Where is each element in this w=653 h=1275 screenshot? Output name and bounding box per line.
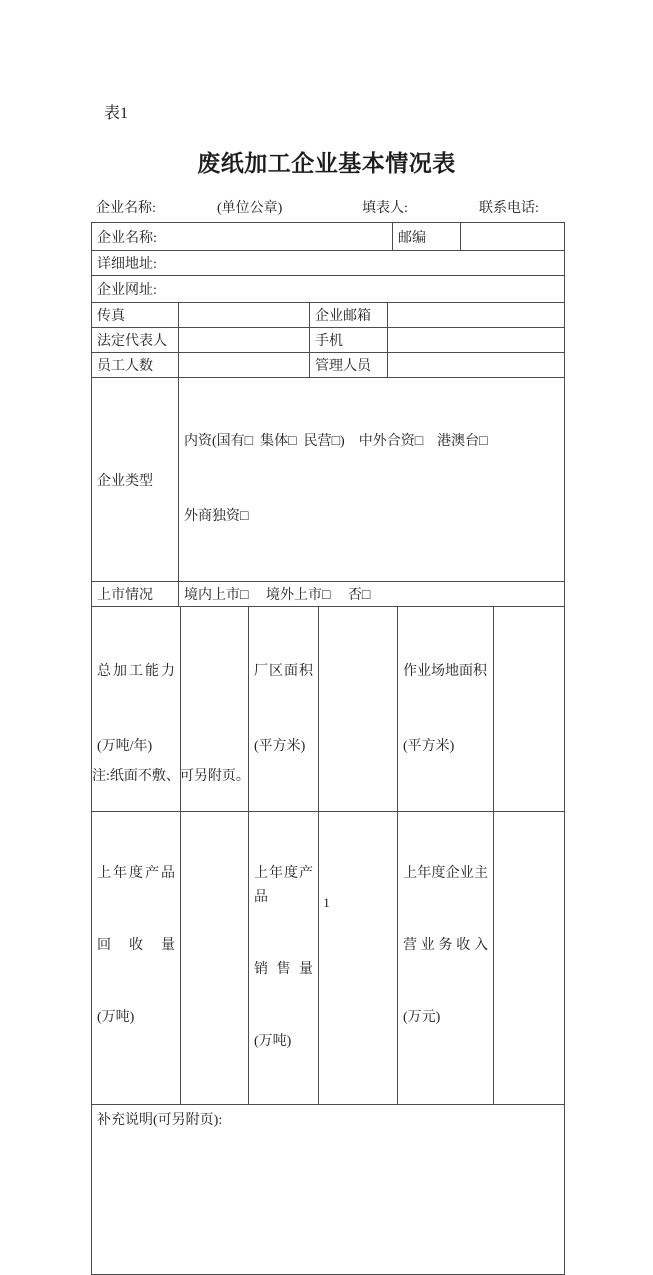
table-row [92, 811, 564, 1104]
table-row [92, 1104, 564, 1274]
address-cell: 详细地址: [97, 257, 157, 272]
site-area-label [397, 607, 493, 811]
enterprise-type-options [178, 378, 564, 581]
recovery-volume-line1: 上年度产品 [97, 866, 175, 881]
table-row [92, 223, 564, 250]
table-row [92, 581, 564, 606]
legal-rep-label: 法定代表人 [97, 334, 167, 349]
footnote: 注:纸面不敷、可另附页。 [92, 769, 250, 784]
listing-status-options: 境内上市□ 境外上市□ 否□ [178, 582, 564, 606]
revenue-input-cell [493, 812, 564, 1104]
factory-area-line2: (平方米) [254, 739, 306, 754]
recovery-volume-label [92, 812, 180, 1104]
site-area-line1: 作业场地面积 [403, 664, 487, 679]
company-name-label: 企业名称: [96, 201, 156, 216]
enterprise-type-options-line1: 内资(国有□ 集体□ 民营□) 中外合资□ 港澳台□ [184, 434, 488, 449]
table-row [92, 250, 564, 275]
sales-volume-line3: (万吨) [254, 1034, 292, 1049]
sales-volume-input-cell [318, 812, 397, 1104]
factory-area-line1: 厂区面积 [254, 664, 313, 679]
page-number: 1 [323, 895, 330, 910]
recovery-volume-line2: 回收量 [97, 938, 175, 953]
form-filler-label: 填表人: [362, 201, 408, 216]
sales-volume-line2: 销售量 [254, 962, 313, 977]
processing-capacity-line1: 总加工能力 [97, 664, 175, 679]
fax-label: 传真 [97, 309, 125, 324]
revenue-line2: 营业务收入 [403, 938, 488, 953]
sales-volume-line1: 上年度产品 [254, 866, 313, 905]
postcode-label: 邮编 [392, 223, 460, 250]
enterprise-type-options-line2: 外商独资□ [184, 509, 249, 524]
email-input-cell [387, 303, 564, 327]
managers-input-cell [387, 353, 564, 377]
postcode-input-cell [460, 223, 564, 250]
listing-status-label: 上市情况 [97, 588, 153, 603]
fax-input-cell [178, 303, 309, 327]
contact-phone-label: 联系电话: [479, 201, 539, 216]
table-row [92, 377, 564, 581]
enterprise-type-label: 企业类型 [97, 473, 153, 489]
revenue-label [397, 812, 493, 1104]
sales-volume-label [248, 812, 318, 1104]
revenue-line3: (万元) [403, 1010, 441, 1025]
mobile-label: 手机 [309, 328, 387, 352]
staff-count-input-cell [178, 353, 309, 377]
enterprise-info-table [91, 222, 565, 1275]
factory-area-label [248, 607, 318, 811]
supplement-cell: 补充说明(可另附页): [97, 1113, 223, 1128]
table-row [92, 302, 564, 327]
company-name-cell: 企业名称: [97, 230, 157, 246]
factory-area-input-cell [318, 607, 397, 811]
recovery-volume-line3: (万吨) [97, 1010, 135, 1025]
unit-seal-label: (单位公章) [217, 201, 283, 216]
table-row [92, 352, 564, 377]
recovery-volume-input-cell [180, 812, 248, 1104]
site-area-input-cell [493, 607, 564, 811]
staff-count-label: 员工人数 [97, 359, 153, 374]
table-row [92, 275, 564, 302]
table-number: 表1 [104, 105, 129, 122]
table-row [92, 327, 564, 352]
mobile-input-cell [387, 328, 564, 352]
processing-capacity-line2: (万吨/年) [97, 739, 153, 754]
email-label: 企业邮箱 [309, 303, 387, 327]
preheader [0, 197, 653, 217]
revenue-line1: 上年度企业主 [403, 866, 488, 881]
website-cell: 企业网址: [97, 283, 157, 298]
managers-label: 管理人员 [309, 353, 387, 377]
page-title: 废纸加工企业基本情况表 [197, 151, 456, 177]
site-area-line2: (平方米) [403, 739, 455, 754]
legal-rep-input-cell [178, 328, 309, 352]
